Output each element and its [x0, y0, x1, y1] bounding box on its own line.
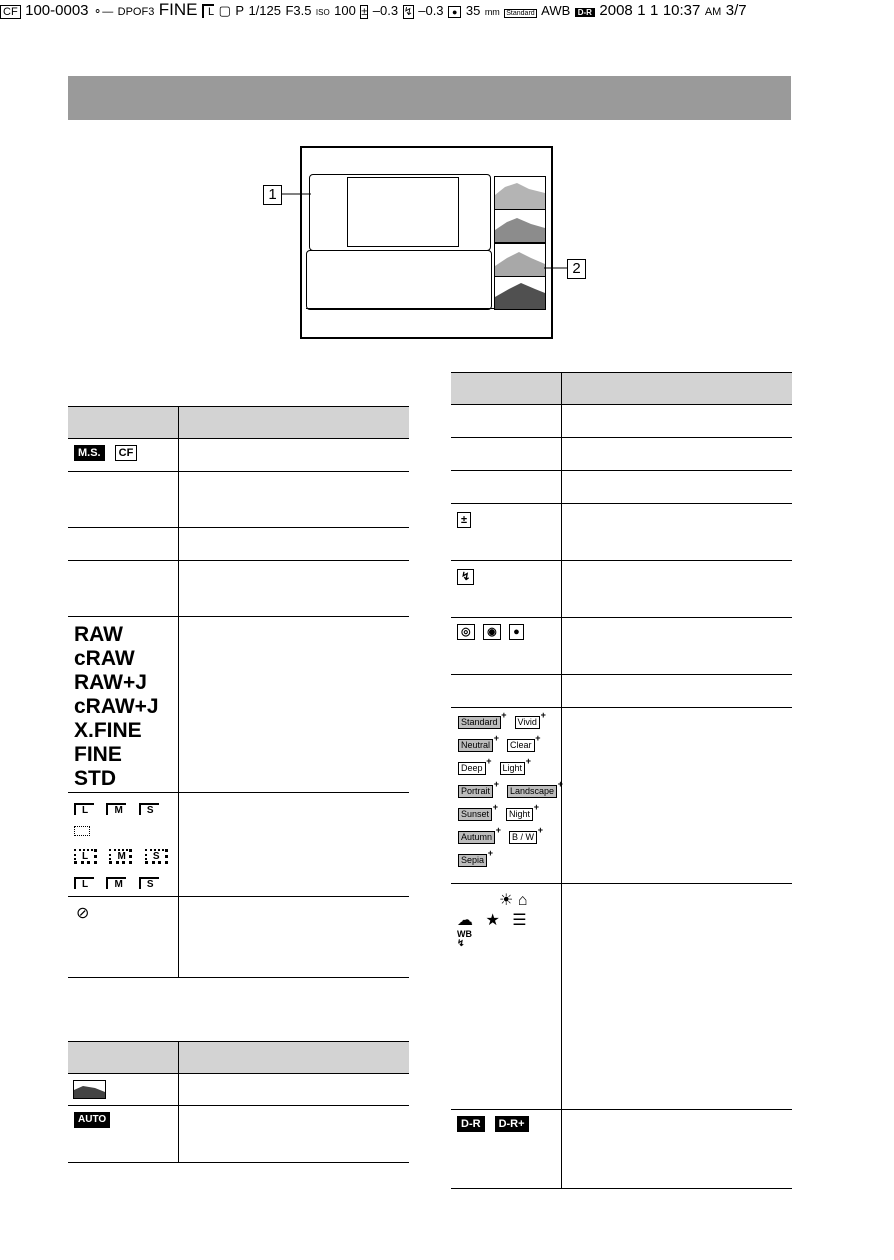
callout-2: 2	[567, 259, 586, 279]
dro-standard-icon: D-R	[457, 1116, 485, 1132]
auto-icon: AUTO	[74, 1112, 110, 1128]
flash-wb-icon: WB ↯	[457, 929, 472, 948]
image-preview	[347, 177, 459, 247]
histogram-luminance	[494, 176, 546, 210]
date-month: 1	[637, 2, 646, 19]
size-small-wide-icon: S	[139, 877, 159, 889]
shade-icon: ⌂	[517, 892, 528, 909]
quality-xfine: X.FINE	[74, 719, 142, 742]
size-large-aps-icon: L	[74, 849, 97, 864]
table-header-cell	[451, 373, 562, 405]
date-day: 1	[650, 2, 659, 19]
quality-craw: cRAW	[74, 647, 135, 670]
battery-warning-icon: ⊘	[76, 905, 90, 922]
iso-label: ISO	[315, 8, 330, 17]
style-standard: Standard +	[458, 716, 501, 729]
size-small-icon: S	[139, 803, 159, 815]
creative-style-list	[451, 708, 561, 873]
size-medium-icon: M	[106, 803, 126, 815]
style-light: Light +	[500, 762, 526, 775]
image-counter: 3/7	[725, 2, 747, 19]
file-number: 100-0003	[25, 2, 89, 19]
style-neutral: Neutral +	[458, 739, 493, 752]
flash-compensation-icon: ↯	[457, 569, 474, 585]
size-small-aps-icon: S	[145, 849, 168, 864]
table-row	[451, 708, 792, 884]
table-row	[68, 617, 409, 793]
size-large-wide-icon: L	[74, 877, 94, 889]
display-area-2	[306, 250, 492, 310]
table-row	[68, 561, 409, 617]
table-row	[68, 1106, 409, 1163]
date-year: 2008	[599, 2, 633, 19]
histogram-blue	[494, 276, 546, 310]
style-bw: B / W +	[509, 831, 537, 844]
table-area-1	[68, 406, 409, 978]
focal-unit: mm	[484, 7, 500, 17]
size-medium-wide-icon: M	[106, 877, 126, 889]
table-row	[451, 438, 792, 471]
exposure-compensation-value: –0.3	[372, 3, 399, 18]
daylight-icon: ☀	[499, 892, 514, 909]
image-size-list	[68, 793, 178, 894]
style-clear: Clear +	[507, 739, 535, 752]
size-medium-aps-icon: M	[109, 849, 132, 864]
focal-length: 35	[465, 3, 481, 18]
exposure-compensation-icon: ±	[361, 6, 368, 18]
callout-1: 1	[263, 185, 282, 205]
table-row	[451, 675, 792, 708]
table-area-3	[451, 372, 792, 1189]
metering-spot-icon: ●	[509, 624, 524, 640]
histogram-red-graph	[495, 210, 545, 242]
quality-raw: RAW	[74, 623, 123, 646]
table-row	[68, 897, 409, 978]
table-header-cell	[68, 1042, 179, 1074]
quality-indicator: FINE	[158, 0, 198, 19]
protect-icon: ⚬—	[92, 6, 114, 18]
histogram-green	[494, 243, 546, 277]
time: 10:37	[662, 2, 701, 19]
histogram-green-graph	[495, 244, 545, 276]
shutter-speed: 1/125	[248, 3, 281, 18]
table-header-cell	[68, 407, 179, 439]
creative-style: Standard	[506, 10, 535, 17]
iso-value: 100	[334, 3, 356, 18]
battery-warning-icon: ▢	[218, 3, 231, 18]
tungsten-icon: ★	[485, 912, 500, 929]
table-row	[68, 472, 409, 528]
metering-center-icon: ◉	[483, 624, 501, 640]
table-header-cell	[179, 1042, 410, 1074]
style-autumn: Autumn +	[458, 831, 495, 844]
histogram-icon	[73, 1080, 107, 1100]
memory-stick-icon: M.S.	[74, 445, 105, 461]
table-row	[451, 1110, 792, 1189]
dro-advanced-icon: D-R+	[495, 1116, 529, 1132]
table-row	[451, 618, 792, 675]
dro-indicator: D-R	[575, 8, 595, 17]
section-banner	[68, 76, 791, 120]
style-sunset: Sunset +	[458, 808, 492, 821]
table-row	[68, 793, 409, 897]
table-row	[68, 1074, 409, 1106]
size-panorama-icon	[74, 826, 90, 836]
table-header-cell	[179, 407, 410, 439]
style-deep: Deep +	[458, 762, 486, 775]
table-area-2	[68, 1041, 409, 1163]
style-portrait: Portrait +	[458, 785, 493, 798]
style-night: Night +	[506, 808, 533, 821]
flash-compensation-icon: ↯	[403, 6, 413, 18]
table-row	[451, 561, 792, 618]
metering-multi-icon: ◎	[457, 624, 475, 640]
table-row	[451, 884, 792, 1110]
quality-fine: FINE	[74, 743, 122, 766]
callout-2-leader	[544, 266, 568, 270]
flash-compensation-value: –0.3	[418, 3, 444, 18]
time-ampm: AM	[704, 6, 722, 18]
size-large-icon: L	[74, 803, 94, 815]
white-balance: AWB	[541, 3, 571, 18]
callout-1-leader	[281, 192, 311, 196]
quality-craw-jpeg: cRAW+J	[74, 695, 159, 718]
quality-list	[68, 617, 178, 791]
fluorescent-icon: ☰	[512, 912, 527, 929]
table-row	[451, 405, 792, 438]
cloudy-icon: ☁	[457, 912, 473, 929]
metering-spot-icon: ●	[448, 6, 461, 18]
quality-std: STD	[74, 767, 116, 790]
media-icon: CF	[0, 5, 21, 19]
image-size-icon: L	[202, 4, 214, 18]
exposure-compensation-icon: ±	[457, 512, 471, 528]
white-balance-icons	[451, 884, 561, 948]
table-row	[451, 504, 792, 561]
histogram-red	[494, 209, 546, 243]
exposure-mode: P	[235, 3, 244, 18]
table-row	[68, 439, 409, 472]
style-vivid: Vivid +	[515, 716, 540, 729]
cf-icon: CF	[115, 445, 138, 461]
table-row	[451, 471, 792, 504]
dpof-indicator: DPOF3	[117, 6, 155, 18]
aperture-value: F3.5	[285, 3, 312, 18]
histogram-luminance-graph	[495, 177, 545, 209]
table-header-cell	[562, 373, 793, 405]
style-sepia: Sepia +	[458, 854, 487, 867]
table-row	[68, 528, 409, 561]
histogram-blue-graph	[495, 277, 545, 309]
quality-raw-jpeg: RAW+J	[74, 671, 147, 694]
style-landscape: Landscape +	[507, 785, 557, 798]
